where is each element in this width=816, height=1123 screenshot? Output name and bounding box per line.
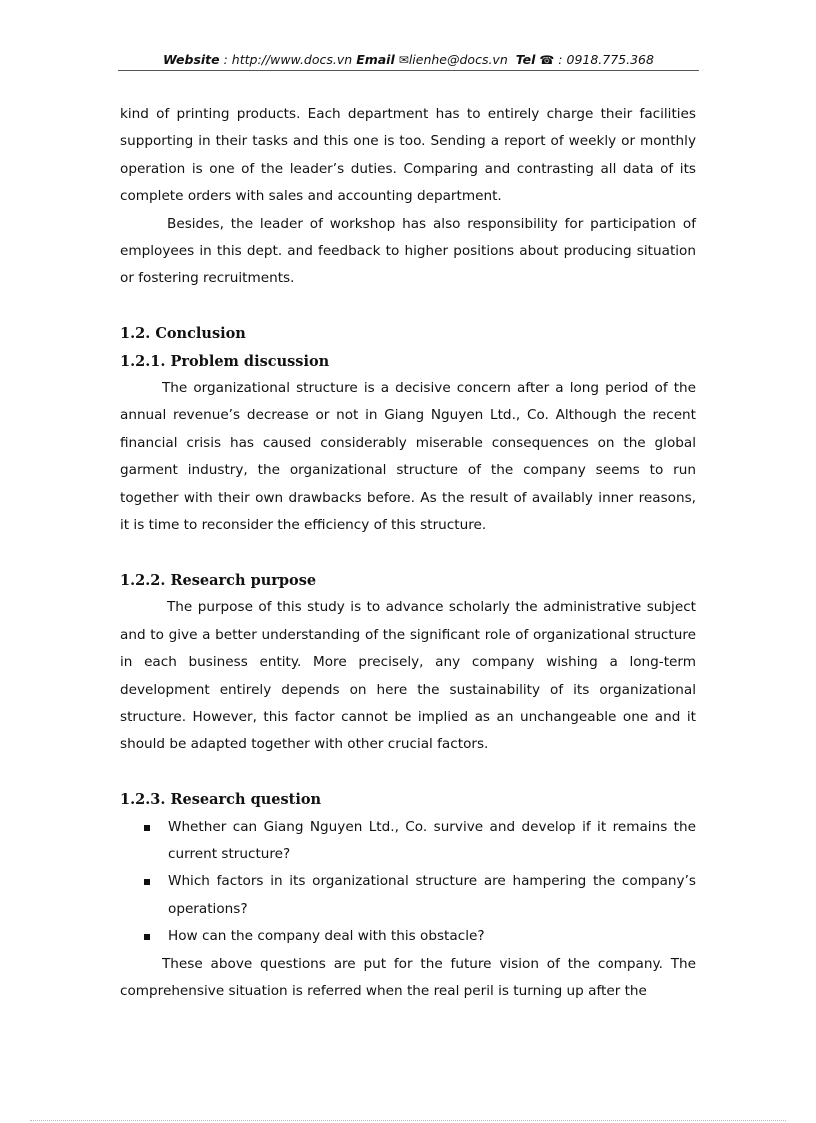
section-heading-conclusion: 1.2. Conclusion bbox=[120, 325, 246, 343]
research-question-list bbox=[120, 814, 696, 951]
document-body bbox=[120, 101, 696, 1005]
email-address[interactable]: lienhe@docs.vn bbox=[408, 52, 508, 67]
tel-label: Tel bbox=[515, 52, 536, 67]
paragraph-leader: Besides, the leader of workshop has also responsibility for participation of employees in this dept. and feedback to higher positions about producing situation or fostering recruitments. bbox=[120, 215, 696, 287]
section-heading-research-purpose: 1.2.2. Research purpose bbox=[120, 571, 317, 589]
section-heading-research-question: 1.2.3. Research question bbox=[120, 791, 322, 809]
paragraph-problem-discussion: The organizational structure is a decisive concern after a long period of the annual revenue’s decrease or not in Giang Nguyen Ltd., Co. Although the recent financial crisis has caused considerably miserable consequences on the global garment industry, the organizational structure of the company seems to run together with their own drawbacks before. As the result of availably inner reasons, it is time to reconsider the efficiency of this structure. bbox=[120, 380, 696, 534]
page-header bbox=[118, 50, 699, 71]
spacer bbox=[120, 293, 696, 320]
list-item: Which factors in its organizational structure are hampering the company’s operations? bbox=[168, 868, 696, 923]
list-item: How can the company deal with this obstacle? bbox=[168, 923, 696, 950]
paragraph-research-purpose: The purpose of this study is to advance scholarly the administrative subject and to give a better understanding of the significant role of organizational structure in each business entity. More precisely, any company wishing a long-term development entirely depends on here the sustainability of its organizational structure. However, this factor cannot be implied as an unchangeable one and it should be adapted together with other crucial factors. bbox=[120, 599, 696, 753]
email-label: Email bbox=[356, 52, 395, 67]
website-separator: : bbox=[219, 52, 232, 67]
section-heading-problem-discussion: 1.2.1. Problem discussion bbox=[120, 352, 330, 370]
spacer bbox=[120, 759, 696, 786]
phone-icon: ☎ bbox=[539, 53, 555, 67]
spacer bbox=[120, 539, 696, 566]
tel-number: : 0918.775.368 bbox=[554, 52, 654, 67]
paragraph-closing: These above questions are put for the future vision of the company. The comprehensive situation is referred when the real peril is turning up after the bbox=[120, 955, 696, 999]
website-label: Website bbox=[163, 52, 220, 67]
paragraph-intro: kind of printing products. Each department has to entirely charge their facilities supporting in their tasks and this one is too. Sending a report of weekly or monthly operation is one of the leader’s duties. Comparing and contrasting all data of its complete orders with sales and accounting department. bbox=[120, 106, 696, 205]
page-bottom-divider bbox=[30, 1120, 786, 1121]
list-item: Whether can Giang Nguyen Ltd., Co. survive and develop if it remains the current structure? bbox=[168, 814, 696, 869]
website-url[interactable]: http://www.docs.vn bbox=[231, 52, 353, 67]
mail-icon: ✉ bbox=[398, 53, 409, 67]
